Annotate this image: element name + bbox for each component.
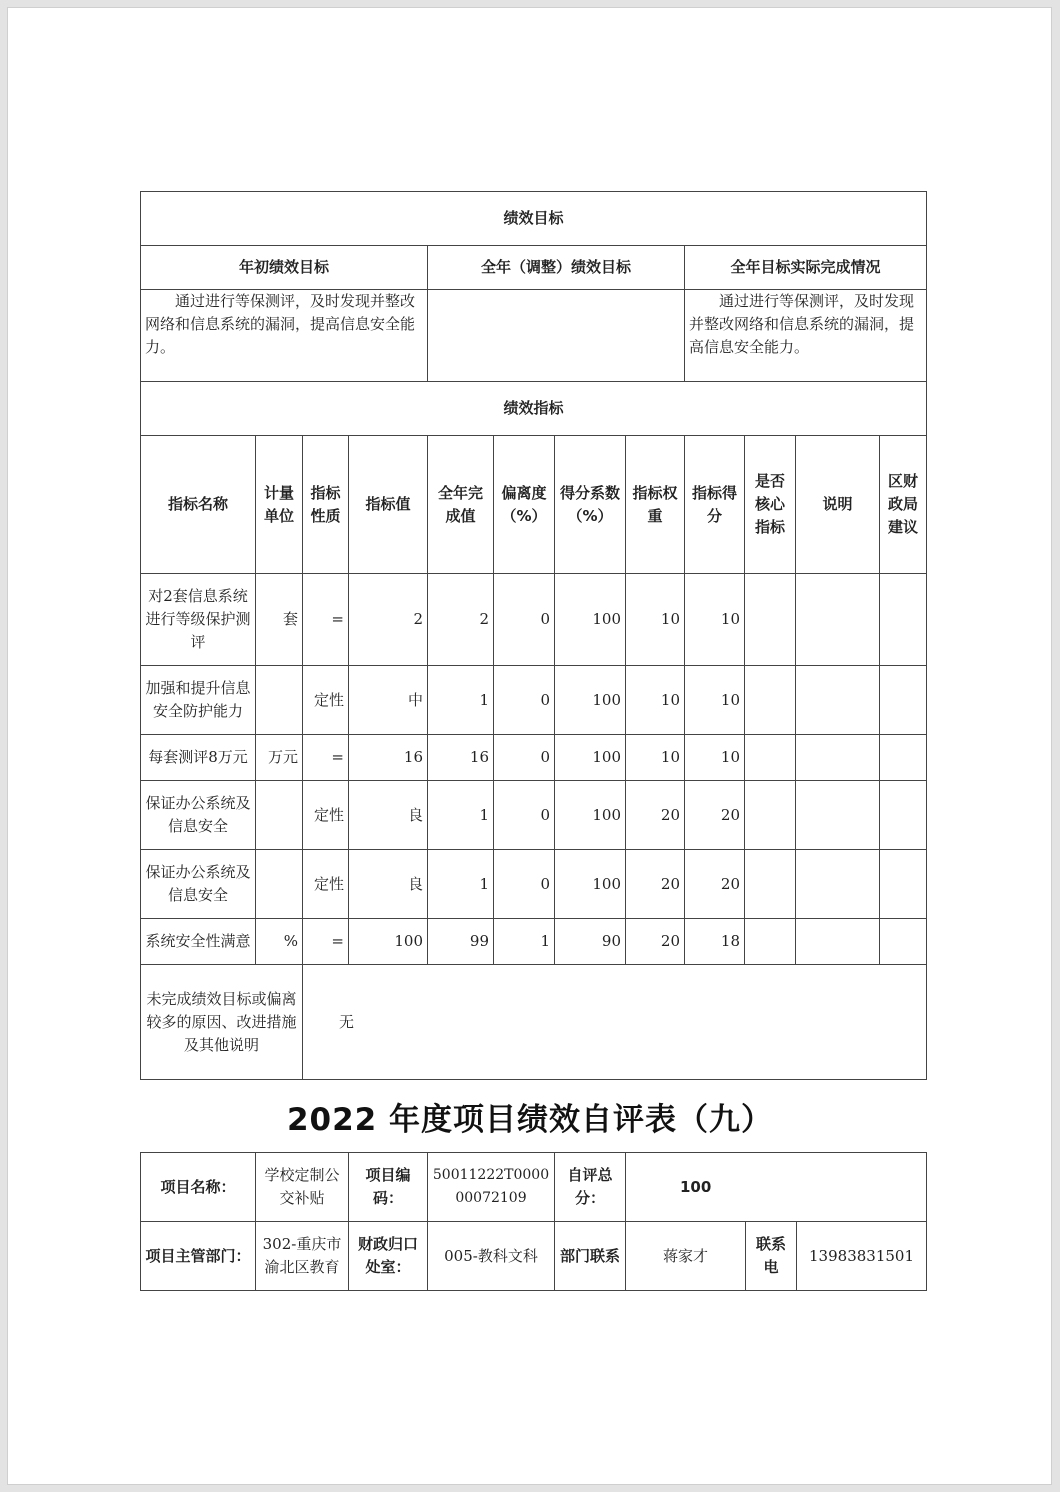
row-score: 10	[685, 735, 745, 781]
header-actual: 全年完成值	[428, 436, 494, 574]
row-note	[796, 850, 880, 919]
goals-header-actual: 全年目标实际完成情况	[685, 246, 927, 290]
row-advice	[880, 781, 927, 850]
row-nature: =	[303, 919, 349, 965]
header-score: 指标得分	[685, 436, 745, 574]
goals-header-adjusted: 全年（调整）绩效目标	[428, 246, 685, 290]
row-actual: 16	[428, 735, 494, 781]
office-label: 财政归口处室：	[349, 1222, 428, 1291]
phone-label: 联系电	[746, 1222, 797, 1291]
row-note	[796, 574, 880, 666]
row-advice	[880, 850, 927, 919]
row-nature: 定性	[303, 781, 349, 850]
row-name: 对2套信息系统进行等级保护测评	[141, 574, 256, 666]
row-name: 保证办公系统及信息安全	[141, 850, 256, 919]
row-unit	[256, 666, 303, 735]
project-code-value: 50011222T000000072109	[428, 1153, 555, 1222]
goals-actual-text: 通过进行等保测评，及时发现并整改网络和信息系统的漏洞，提高信息安全能力。	[685, 290, 927, 382]
row-advice	[880, 919, 927, 965]
row-name: 加强和提升信息安全防护能力	[141, 666, 256, 735]
row-deviation: 1	[494, 919, 555, 965]
goals-initial-text: 通过进行等保测评，及时发现并整改网络和信息系统的漏洞，提高信息安全能力。	[141, 290, 428, 382]
table-row	[141, 574, 927, 666]
row-note	[796, 781, 880, 850]
row-deviation: 0	[494, 850, 555, 919]
row-weight: 20	[626, 850, 685, 919]
header-core: 是否核心指标	[745, 436, 796, 574]
row-actual: 2	[428, 574, 494, 666]
table-row	[141, 781, 927, 850]
table-row	[141, 666, 927, 735]
goals-section-title: 绩效目标	[141, 192, 927, 246]
row-nature: 定性	[303, 666, 349, 735]
dept-value: 302-重庆市渝北区教育	[256, 1222, 349, 1291]
row-score: 18	[685, 919, 745, 965]
row-note	[796, 666, 880, 735]
goals-adjusted-text	[428, 290, 685, 382]
row-nature: 定性	[303, 850, 349, 919]
row-core	[745, 574, 796, 666]
row-core	[745, 850, 796, 919]
self-score-label: 自评总分：	[555, 1153, 626, 1222]
header-value: 指标值	[349, 436, 428, 574]
row-advice	[880, 735, 927, 781]
office-value: 005-教科文科	[428, 1222, 555, 1291]
row-actual: 99	[428, 919, 494, 965]
row-score: 10	[685, 666, 745, 735]
row-name: 保证办公系统及信息安全	[141, 781, 256, 850]
row-nature: =	[303, 735, 349, 781]
unfinished-label: 未完成绩效目标或偏离较多的原因、改进措施及其他说明	[141, 965, 303, 1080]
row-note	[796, 919, 880, 965]
row-actual: 1	[428, 850, 494, 919]
row-core	[745, 735, 796, 781]
row-actual: 1	[428, 666, 494, 735]
header-coefficient: 得分系数（%）	[555, 436, 626, 574]
row-weight: 20	[626, 781, 685, 850]
project-name-label: 项目名称：	[141, 1153, 256, 1222]
row-name: 系统安全性满意	[141, 919, 256, 965]
header-indicator-name: 指标名称	[141, 436, 256, 574]
row-name: 每套测评8万元	[141, 735, 256, 781]
row-deviation: 0	[494, 574, 555, 666]
header-advice: 区财政局建议	[880, 436, 927, 574]
row-core	[745, 666, 796, 735]
row-score: 20	[685, 850, 745, 919]
row-score: 20	[685, 781, 745, 850]
row-coefficient: 100	[555, 781, 626, 850]
table-row	[141, 735, 927, 781]
row-coefficient: 100	[555, 574, 626, 666]
header-unit: 计量单位	[256, 436, 303, 574]
row-advice	[880, 574, 927, 666]
project-info-table	[140, 1152, 927, 1291]
row-core	[745, 919, 796, 965]
dept-label: 项目主管部门：	[141, 1222, 256, 1291]
row-score: 10	[685, 574, 745, 666]
row-coefficient: 100	[555, 850, 626, 919]
row-deviation: 0	[494, 781, 555, 850]
row-value: 16	[349, 735, 428, 781]
row-advice	[880, 666, 927, 735]
unfinished-value: 无	[303, 965, 927, 1080]
row-coefficient: 100	[555, 666, 626, 735]
row-deviation: 0	[494, 666, 555, 735]
goals-header-initial: 年初绩效目标	[141, 246, 428, 290]
contact-label: 部门联系	[555, 1222, 626, 1291]
row-value: 良	[349, 850, 428, 919]
row-unit: 套	[256, 574, 303, 666]
row-deviation: 0	[494, 735, 555, 781]
row-note	[796, 735, 880, 781]
self-score-value: 100	[626, 1153, 927, 1222]
row-core	[745, 781, 796, 850]
table-row	[141, 919, 927, 965]
indicators-section-title: 绩效指标	[141, 382, 927, 436]
row-unit: %	[256, 919, 303, 965]
row-nature: =	[303, 574, 349, 666]
row-weight: 10	[626, 574, 685, 666]
row-weight: 10	[626, 666, 685, 735]
header-deviation: 偏离度（%）	[494, 436, 555, 574]
table-row	[141, 850, 927, 919]
row-unit	[256, 781, 303, 850]
row-value: 2	[349, 574, 428, 666]
row-unit	[256, 850, 303, 919]
contact-value: 蒋家才	[626, 1222, 746, 1291]
row-unit: 万元	[256, 735, 303, 781]
row-value: 中	[349, 666, 428, 735]
row-value: 100	[349, 919, 428, 965]
project-name-value: 学校定制公交补贴	[256, 1153, 349, 1222]
header-weight: 指标权重	[626, 436, 685, 574]
document-title: 2022 年度项目绩效自评表（九）	[286, 1102, 774, 1138]
row-actual: 1	[428, 781, 494, 850]
row-coefficient: 90	[555, 919, 626, 965]
performance-table	[140, 191, 927, 1080]
header-nature: 指标性质	[303, 436, 349, 574]
project-code-label: 项目编码：	[349, 1153, 428, 1222]
row-coefficient: 100	[555, 735, 626, 781]
header-note: 说明	[796, 436, 880, 574]
phone-value: 13983831501	[797, 1222, 927, 1291]
row-weight: 10	[626, 735, 685, 781]
row-weight: 20	[626, 919, 685, 965]
row-value: 良	[349, 781, 428, 850]
